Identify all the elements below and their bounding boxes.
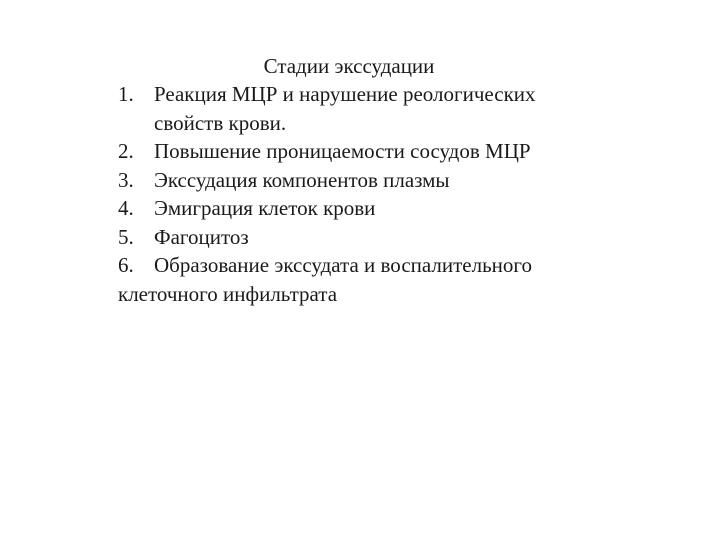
item-text: Образование экссудата и воспалительного (154, 253, 532, 277)
slide-title: Стадии экссудации (263, 54, 435, 78)
item-number: 6. (118, 253, 134, 277)
list-item (118, 194, 618, 223)
item-text: Реакция МЦР и нарушение реологических (154, 82, 536, 106)
item-number: 1. (118, 82, 134, 106)
item-number: 4. (118, 196, 134, 220)
item-text-continuation: клеточного инфильтрата (118, 281, 338, 306)
list-item (118, 80, 618, 137)
item-text: Повышение проницаемости сосудов МЦР (154, 139, 531, 163)
item-number: 3. (118, 167, 134, 192)
item-number: 2. (118, 139, 134, 163)
item-text: Экссудация компонентов плазмы (154, 167, 450, 192)
item-number: 5. (118, 224, 134, 249)
list-item (118, 251, 618, 308)
item-text: Эмиграция клеток крови (154, 196, 376, 220)
list-item (118, 166, 618, 195)
list-item (118, 137, 618, 166)
list-item (118, 223, 618, 252)
item-text-continuation: свойств крови. (154, 110, 287, 135)
stages-list (118, 80, 618, 308)
item-text: Фагоцитоз (154, 224, 249, 249)
